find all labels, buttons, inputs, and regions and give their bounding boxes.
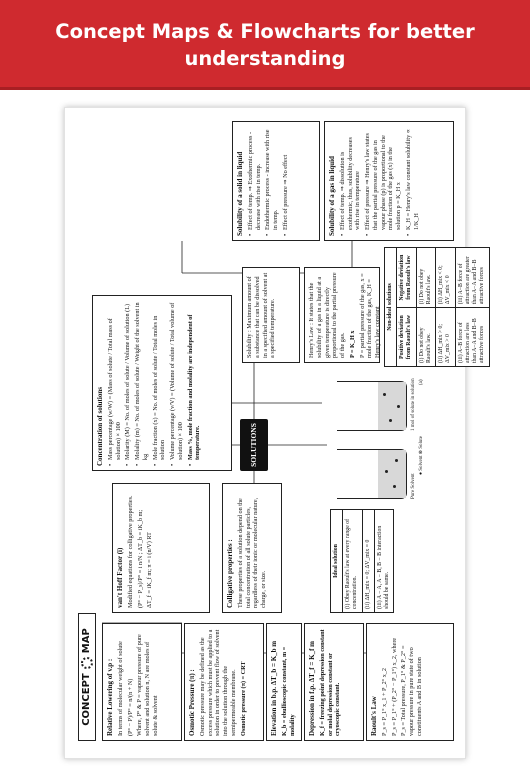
concept-map-title: [78, 613, 96, 741]
gas-liquid-heading: Solubility of a gas in liquid: [328, 156, 336, 236]
solid-liquid-item: • Effect of temp. ⇒ Exothermic process - decrease with rise in temp.: [247, 126, 263, 236]
solid-liquid-list: [247, 126, 290, 236]
ideal-solution-table: [330, 509, 394, 613]
table-cell: (i) Do not obey Raoult's law.: [416, 248, 435, 308]
rlvp-line1: In terms of molecular weight of solute: [116, 641, 124, 736]
solid-liquid-item: • Effect of pressure ⇒ No effect: [282, 126, 290, 236]
henry-line3: P = partial pressure of the gas, x = mole fraction of the gas, K_H = Henry's law constant: [358, 273, 381, 358]
solid-liquid-box: [232, 121, 320, 241]
gas-liquid-item: • Effect of pressure ⇒ Henry's law states that the partial pressure of the gas in vapour phase (p) is proportional to the mole fraction of the gas (x) in the solution p = K_H x: [364, 126, 403, 236]
book-page: [64, 107, 486, 759]
table-cell: (ii) ΔH_mix < 0; ΔV_mix < 0: [436, 248, 455, 308]
rlvp-heading: Relative Lowering of v.p :: [106, 658, 114, 736]
table-row: [455, 248, 489, 367]
concept-title-left: CONCEPT: [80, 673, 92, 726]
solubility-box: [242, 267, 300, 363]
banner-title-line2: understanding: [184, 47, 346, 70]
raoult-heading: Raoult's Law: [370, 696, 378, 736]
beaker-pure-solvent: [337, 449, 407, 499]
henry-formula: P = K_H x: [348, 330, 356, 358]
concentration-list: [107, 300, 202, 466]
gas-liquid-list: [339, 126, 421, 236]
concentration-box: [92, 295, 232, 471]
solid-liquid-heading: Solubility of a solid in liquid: [236, 151, 244, 236]
elevation-line1: K_b = ebullioscopic constant, m = molality: [280, 646, 296, 736]
osmotic-box: [184, 623, 264, 741]
osmotic-formula: Osmotic pressure (π) = CRT: [239, 661, 247, 736]
diagram-legend: ● Solvent ⊗ Solute: [418, 435, 424, 475]
table-cell: (iii) A−B force of attraction are greater than A−A and B−B attractive forces: [455, 248, 489, 308]
vant-hoff-line2: (P° − P_s)/P° = i n/N ; ΔT_b = iK_b m;: [136, 509, 144, 608]
concentration-heading: Concentration of solutions: [96, 387, 104, 466]
gas-liquid-item: • Effect of temp. ⇒ dissolution is exothermic, thus, solubility decreases with rise in temperature: [339, 126, 362, 236]
elevation-box: [266, 623, 302, 741]
ideal-solution-header: Ideal solution: [331, 510, 343, 613]
concentration-item: • Mass %, mole fraction and molality are independent of temperature.: [187, 300, 203, 466]
colligative-line1: These properties of a solution depend on the total concentration of all solute particles, regardless of their ionic or molecular nature, charge, or size.: [236, 497, 267, 608]
vant-hoff-heading: van't Hoff Factor (i): [116, 547, 124, 608]
table-row: [416, 248, 435, 367]
rlvp-box: [102, 623, 182, 741]
ideal-cell: (ii) ΔH_mix = 0; ΔV_mix = 0: [362, 510, 374, 613]
table-cell: (i) Do not obey Raoult's law.: [416, 308, 435, 367]
gas-liquid-item: • K_H = Henry's law constant solubility ∝ 1/K_H: [405, 126, 421, 236]
colligative-heading: Colligative properties :: [226, 539, 234, 608]
non-ideal-title: Non-ideal solutions: [385, 248, 397, 367]
gear-icon: [81, 657, 93, 669]
osmotic-heading: Osmotic Pressure (π) :: [188, 669, 196, 736]
solvent-liquid: [378, 450, 406, 498]
rlvp-line3: Where, P° & P = vapour pressure of pure solvent and solution n, N are moles of solute & solvent: [136, 634, 159, 736]
henry-box: [304, 267, 380, 363]
solution-liquid: [378, 382, 406, 430]
concentration-item: • Volume percentage (v/V) = (Volume of solute / Total volume of solution) × 100: [169, 300, 185, 466]
beaker-solution: [337, 381, 407, 431]
depression-heading: Depression in f.p. ΔT_f = K_f m: [308, 641, 316, 736]
concentration-item: • Molarity (M) = No. of moles of solute / Volume of solution (L): [124, 300, 132, 466]
raoult-line1: P_s = P_1° x_1 + P_2° x_2: [380, 668, 388, 736]
raoult-line3: P_s = Total pressure, P_1° & P_2° = vapour pressure in pure state of two constituents A and B in solution: [400, 645, 423, 736]
positive-deviation-header: Positive deviation from Raoult's law: [397, 308, 416, 367]
solutions-center-node: SOLUTIONS: [240, 419, 268, 471]
concept-title-right: MAP: [80, 628, 92, 654]
concentration-item: • Mass percentage (w/W) = (Mass of solute / Total mass of solution) × 100: [107, 300, 123, 466]
ideal-cell: (iii) A − A, A − B, B − B interaction should be same.: [374, 510, 393, 613]
solubility-line1: Solubility : Maximum amount of a substance that can be dissolved in a specified amount of solvent at a specified temperature.: [246, 272, 277, 358]
banner-title-line1: Concept Maps & Flowcharts for better: [55, 20, 475, 43]
depression-line1: K_f = freezing point depression constant or molal depression constant or cryoscopic constant.: [318, 629, 342, 736]
colligative-box: [222, 483, 282, 613]
table-cell: (iii) A−B force of attraction are less than A−A and B−B attractive forces: [455, 308, 489, 367]
concentration-item: • Molality (m) = No. of moles of solute / Weight of the solvent in kg: [134, 300, 150, 466]
label-pure-solvent: Pure Solvent: [410, 473, 416, 499]
vant-hoff-box: [112, 483, 210, 613]
vant-hoff-line1: Modified equations for colligative properties.: [126, 495, 134, 608]
header-banner: [0, 0, 530, 90]
concentration-item: • Mole fraction (x) = No. of moles of solute / Total moles in solution: [152, 300, 168, 466]
label-solute: 1 mol of solute in solution: [410, 378, 416, 431]
table-cell: (ii) ΔH_mix > 0; ΔV_mix > 0: [436, 308, 455, 367]
diagram-caption: (a): [418, 379, 424, 385]
rlvp-formula: (P° − P)/P° = n/(n + N): [126, 678, 134, 736]
table-row: [436, 248, 455, 367]
gas-liquid-box: [324, 121, 454, 241]
ideal-cell: (i) Obey Raoult's law at every range of concentration.: [343, 510, 362, 613]
non-ideal-solutions-table: [384, 247, 490, 367]
raoult-box: [366, 623, 454, 741]
solvent-solution-diagram: [327, 373, 425, 505]
negative-deviation-header: Negative deviation from Raoult's law: [397, 248, 416, 308]
solid-liquid-item: • Endothermic process - increase with rise in temp.: [264, 126, 280, 236]
raoult-line2: P_s = P_1° + (P_2° − P_1°) x_2, where: [390, 637, 398, 736]
henry-line1: Henry's Law : It states that the solubility of a gas in a liquid at a given temperature is directly proportional to the partial pressure of the gas.: [308, 272, 346, 358]
depression-box: [304, 623, 364, 741]
osmotic-line1: Osmotic pressure may be defined as the excess pressure which must be applied to a solution in order to prevent flow of solvent into the solution through the semipermeable membrane.: [198, 629, 237, 736]
vant-hoff-line3: ΔT_f = iK_f m; π = i (n/V) RT: [146, 532, 154, 608]
elevation-heading: Elevation in b.p. ΔT_b = K_b m: [270, 640, 278, 736]
concept-map-rotated: [72, 115, 486, 753]
